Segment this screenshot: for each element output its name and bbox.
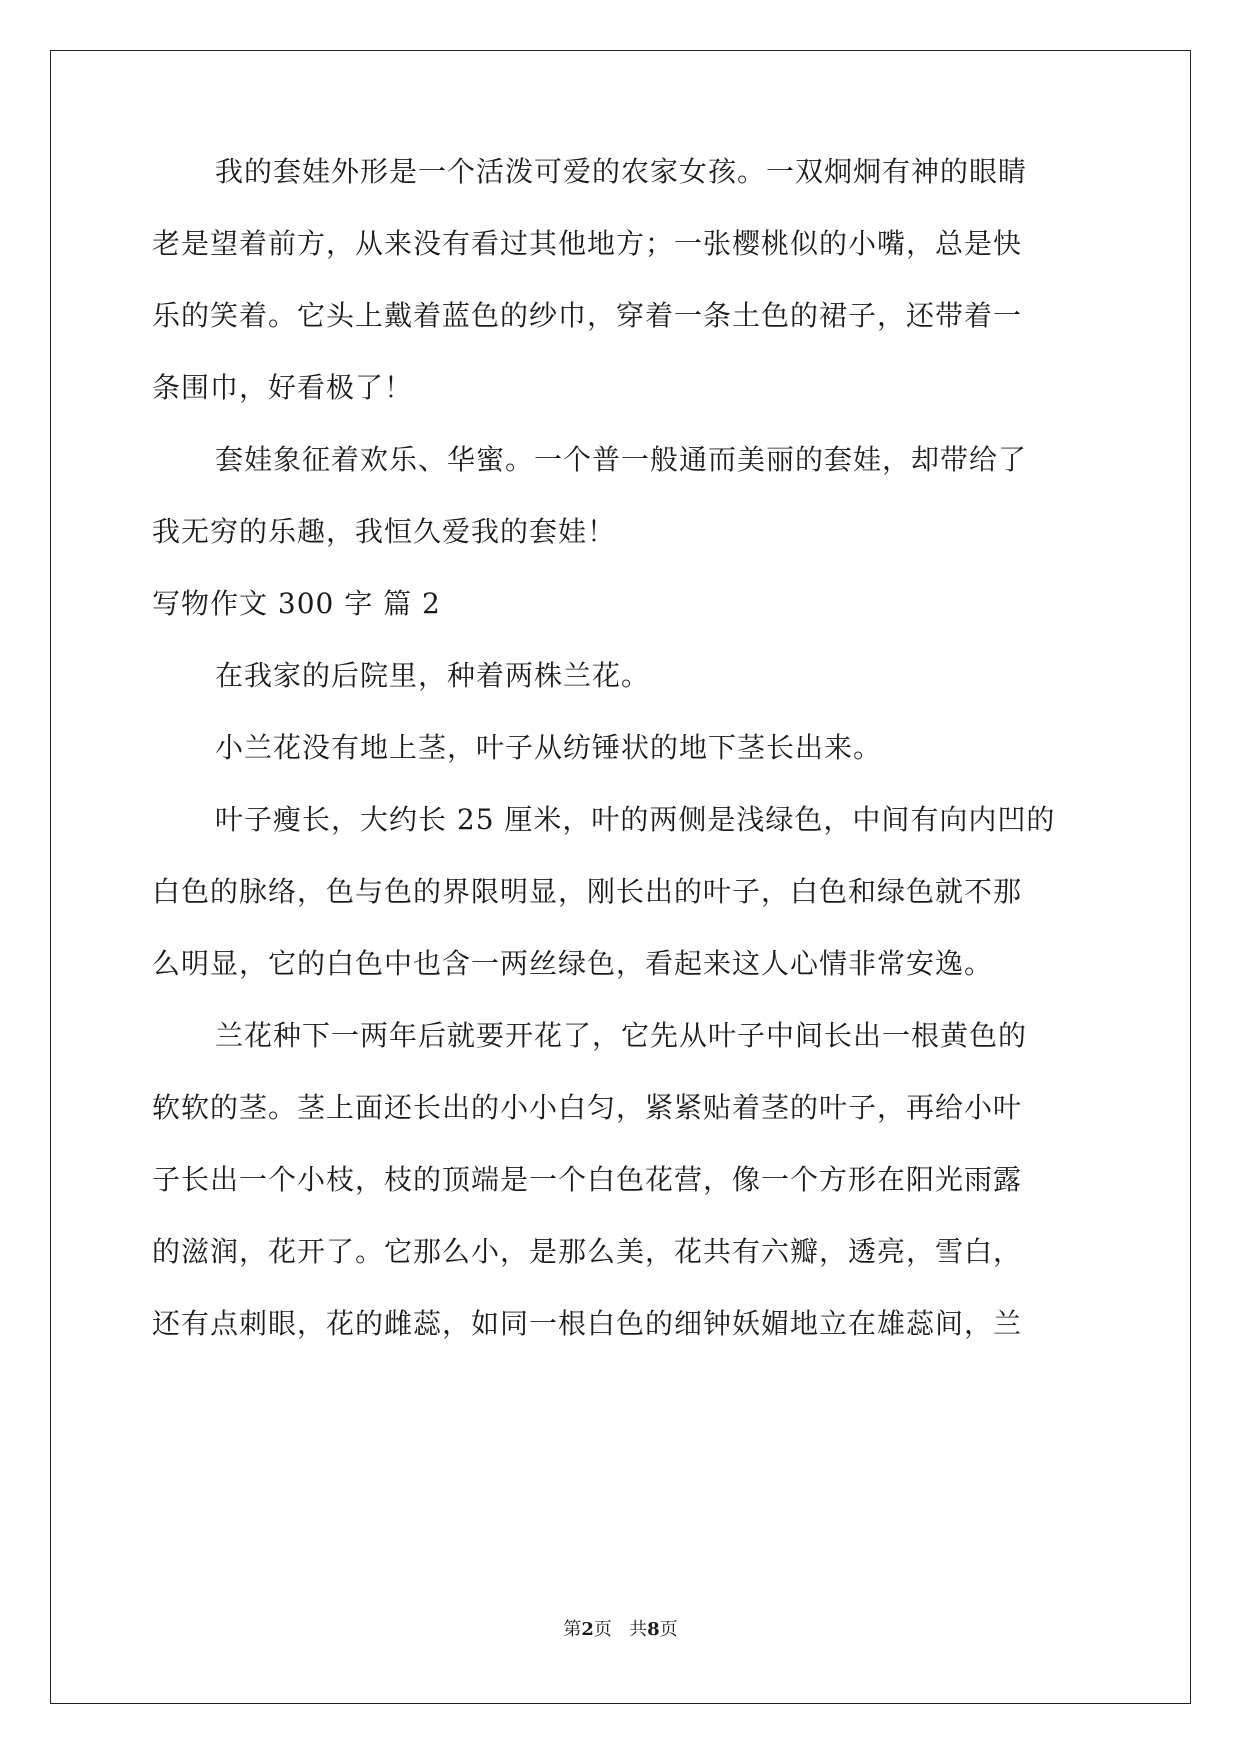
paragraph-line: 子长出一个小枝，枝的顶端是一个白色花营，像一个方形在阳光雨露 [152,1163,1023,1196]
paragraph-line: 乐的笑着。它头上戴着蓝色的纱巾，穿着一条土色的裙子，还带着一 [152,299,1023,332]
paragraph-line: 在我家的后院里，种着两株兰花。 [215,659,651,692]
paragraph-line: 么明显，它的白色中也含一两丝绿色，看起来这人心情非常安逸。 [152,947,994,980]
page-prefix: 第 [563,1619,582,1640]
paragraph-line: 套娃象征着欢乐、华蜜。一个普一般通而美丽的套娃，却带给了 [215,443,1028,476]
paragraph-line: 还有点刺眼，花的雌蕊，如同一根白色的细钟妖媚地立在雄蕊间，兰 [152,1307,1023,1340]
paragraph-line: 兰花种下一两年后就要开花了，它先从叶子中间长出一根黄色的 [215,1019,1028,1052]
paragraph-line: 条围巾，好看极了！ [152,371,414,404]
paragraph-line: 的滋润，花开了。它那么小，是那么美，花共有六瓣，透亮，雪白， [152,1235,1023,1268]
paragraph-line: 老是望着前方，从来没有看过其他地方；一张樱桃似的小嘴，总是快 [152,227,1023,260]
total-page-number: 8 [647,1619,660,1640]
paragraph-line: 白色的脉络，色与色的界限明显，刚长出的叶子，白色和绿色就不那 [152,875,1023,908]
paragraph-line: 我的套娃外形是一个活泼可爱的农家女孩。一双炯炯有神的眼睛 [215,155,1028,188]
paragraph-line: 软软的茎。茎上面还长出的小小白匀，紧紧贴着茎的叶子，再给小叶 [152,1091,1023,1124]
paragraph-line: 叶子瘦长，大约长 25 厘米，叶的两侧是浅绿色，中间有向内凹的 [215,803,1056,836]
page-footer [0,1618,1241,1642]
page-mid: 页 共 [593,1619,648,1640]
section-heading: 写物作文 300 字 篇 2 [152,587,441,620]
paragraph-line: 我无穷的乐趣，我恒久爱我的套娃！ [152,515,617,548]
page-suffix: 页 [659,1619,678,1640]
paragraph-line: 小兰花没有地上茎，叶子从纺锤状的地下茎长出来。 [215,731,883,764]
current-page-number: 2 [581,1619,594,1640]
